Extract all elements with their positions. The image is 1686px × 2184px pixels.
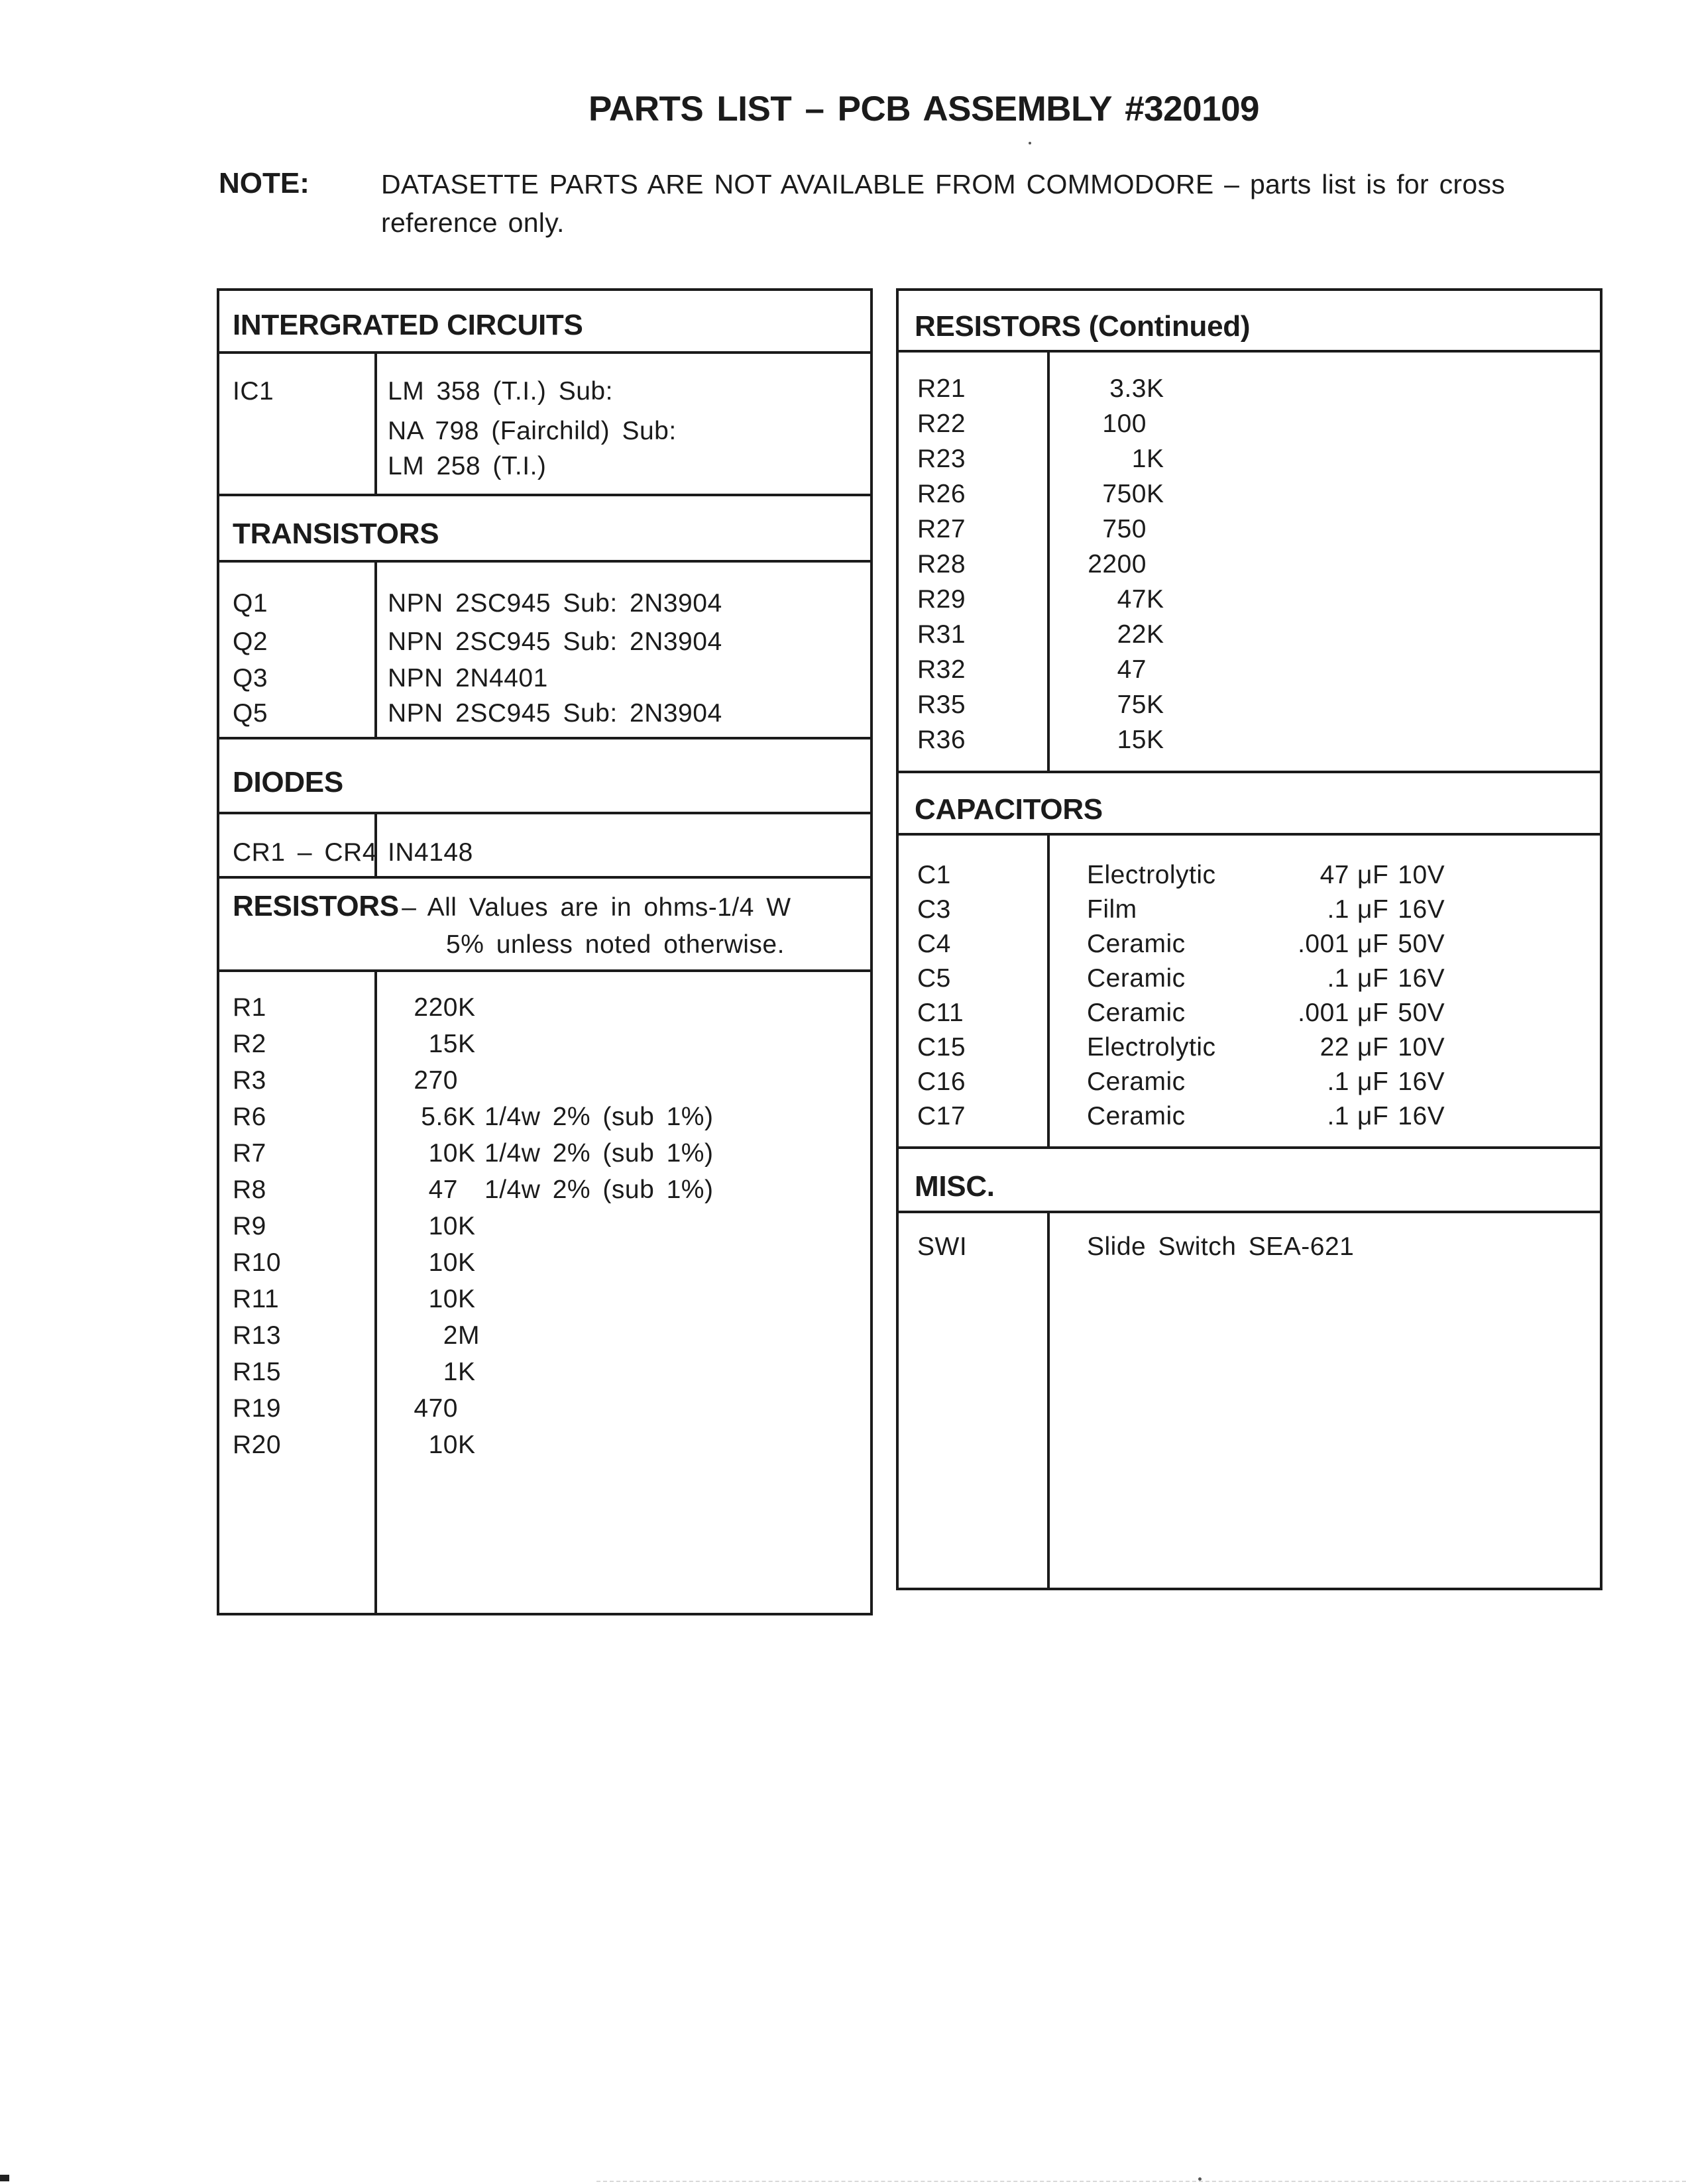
resistors-note-line-1: – All Values are in ohms-1/4 W <box>402 893 791 922</box>
note-line-2: reference only. <box>381 207 565 238</box>
column-divider <box>374 351 377 494</box>
part-ref: SWI <box>917 1232 968 1261</box>
part-ref: R11 <box>233 1285 280 1313</box>
part-ref: R32 <box>917 655 966 684</box>
part-value: 2M <box>443 1321 480 1350</box>
part-ref: R23 <box>917 445 966 473</box>
part-desc: LM 358 (T.I.) Sub: <box>388 377 613 406</box>
resistors-title: RESISTORS <box>233 890 399 922</box>
part-ref: R31 <box>917 620 966 649</box>
part-value: 75K <box>1117 690 1164 719</box>
divider-line <box>899 833 1600 836</box>
table-row <box>917 1069 1600 1095</box>
capacitor-type: Ceramic <box>1087 1067 1186 1096</box>
note-line-1: DATASETTE PARTS ARE NOT AVAILABLE FROM COMMODORE – parts list is for cross <box>381 169 1506 199</box>
divider-line <box>899 1146 1600 1149</box>
part-ref: R36 <box>917 726 966 754</box>
part-value: 270 <box>414 1066 458 1095</box>
part-value: 3.3K <box>1109 374 1164 403</box>
divider-line <box>219 737 870 739</box>
part-value: 100 <box>1102 410 1147 438</box>
part-value: 750K <box>1102 480 1164 508</box>
column-divider <box>374 969 377 1613</box>
section-header-resistors-continued: RESISTORS (Continued) <box>915 310 1251 343</box>
part-ref: R3 <box>233 1066 266 1095</box>
scan-artifact <box>596 2181 1686 2182</box>
part-value: 10K <box>428 1285 476 1313</box>
part-value: 15K <box>1117 726 1164 754</box>
part-ref: R35 <box>917 690 966 719</box>
part-ref: R26 <box>917 480 966 508</box>
divider-line <box>219 560 870 563</box>
part-value: 47 <box>1117 655 1147 684</box>
capacitor-type: Electrolytic <box>1087 861 1216 889</box>
part-ref: C15 <box>917 1033 966 1062</box>
part-value: 47K <box>1117 585 1164 614</box>
section-header-integrated-circuits: INTERGRATED CIRCUITS <box>233 309 583 341</box>
capacitor-type: Ceramic <box>1087 1102 1186 1130</box>
part-desc: NPN 2N4401 <box>388 664 548 692</box>
part-value: .001 μF 50V <box>1298 999 1445 1027</box>
section-header-diodes: DIODES <box>233 766 343 798</box>
part-ref: Q1 <box>233 589 268 618</box>
table-row <box>917 862 1600 888</box>
part-ref: R1 <box>233 993 266 1022</box>
part-ref: R20 <box>233 1431 282 1459</box>
part-value: 2200 <box>1088 550 1147 578</box>
part-value: 47 1/4w 2% (sub 1%) <box>428 1175 714 1204</box>
part-ref: R21 <box>917 374 966 403</box>
part-value: 1K <box>443 1358 476 1386</box>
part-value: 5.6K 1/4w 2% (sub 1%) <box>421 1103 714 1131</box>
part-value: .1 μF 16V <box>1327 1067 1445 1096</box>
part-ref: Q5 <box>233 699 268 728</box>
part-ref: R27 <box>917 515 966 543</box>
part-ref: R29 <box>917 585 966 614</box>
part-ref: R9 <box>233 1212 266 1240</box>
part-ref: R7 <box>233 1139 266 1168</box>
section-header-misc: MISC. <box>915 1170 995 1203</box>
section-header-resistors <box>233 891 791 966</box>
divider-line <box>899 771 1600 773</box>
part-desc: NPN 2SC945 Sub: 2N3904 <box>388 699 722 728</box>
part-ref: R2 <box>233 1030 266 1058</box>
section-header-capacitors: CAPACITORS <box>915 793 1103 826</box>
part-value: .1 μF 16V <box>1327 895 1445 924</box>
part-value: 22 μF 10V <box>1320 1033 1445 1062</box>
scan-artifact <box>1029 142 1031 144</box>
part-ref: C1 <box>917 861 951 889</box>
part-ref: C3 <box>917 895 951 924</box>
scan-artifact <box>0 2175 9 2181</box>
note-label: NOTE: <box>219 167 309 199</box>
table-row <box>917 1034 1600 1060</box>
part-value: 10K <box>428 1212 476 1240</box>
part-value: 10K 1/4w 2% (sub 1%) <box>428 1139 714 1168</box>
table-row <box>917 1000 1600 1026</box>
part-value: 1K <box>1131 445 1164 473</box>
part-ref: C17 <box>917 1102 966 1130</box>
right-parts-table <box>896 288 1602 1590</box>
capacitor-type: Film <box>1087 895 1137 924</box>
part-ref: R13 <box>233 1321 282 1350</box>
part-ref: Q2 <box>233 628 268 656</box>
part-ref: R15 <box>233 1358 282 1386</box>
capacitor-type: Ceramic <box>1087 964 1186 993</box>
table-row <box>917 931 1600 957</box>
part-value: 10K <box>428 1431 476 1459</box>
divider-line <box>899 350 1600 353</box>
divider-line <box>219 812 870 814</box>
column-divider <box>374 560 377 737</box>
divider-line <box>899 1211 1600 1213</box>
part-value: .1 μF 16V <box>1327 1102 1445 1130</box>
divider-line <box>219 494 870 496</box>
capacitor-type: Ceramic <box>1087 930 1186 958</box>
part-desc: LM 258 (T.I.) <box>388 452 547 480</box>
part-ref: C5 <box>917 964 951 993</box>
left-parts-table <box>217 288 873 1615</box>
part-desc: NA 798 (Fairchild) Sub: <box>388 417 677 445</box>
part-desc: NPN 2SC945 Sub: 2N3904 <box>388 589 722 618</box>
part-ref: Q3 <box>233 664 268 692</box>
part-ref: R6 <box>233 1103 266 1131</box>
part-value: 750 <box>1102 515 1147 543</box>
section-header-transistors: TRANSISTORS <box>233 518 439 550</box>
part-desc: NPN 2SC945 Sub: 2N3904 <box>388 628 722 656</box>
resistors-note-line-2: 5% unless noted otherwise. <box>446 930 785 959</box>
divider-line <box>219 969 870 972</box>
part-ref: C4 <box>917 930 951 958</box>
part-ref: R8 <box>233 1175 266 1204</box>
part-ref: R10 <box>233 1248 282 1277</box>
part-ref: R28 <box>917 550 966 578</box>
page-title: PARTS LIST – PCB ASSEMBLY #320109 <box>589 89 1260 129</box>
part-value: 220K <box>414 993 476 1022</box>
part-value: .1 μF 16V <box>1327 964 1445 993</box>
table-row <box>917 1103 1600 1129</box>
part-desc: IN4148 <box>388 838 473 867</box>
part-value: 22K <box>1117 620 1164 649</box>
capacitor-type: Electrolytic <box>1087 1033 1216 1062</box>
part-value: 10K <box>428 1248 476 1277</box>
part-ref: CR1 – CR4 <box>233 838 377 867</box>
part-ref: R19 <box>233 1394 282 1423</box>
part-value: 15K <box>428 1030 476 1058</box>
part-desc: Slide Switch SEA-621 <box>1087 1232 1355 1261</box>
table-row <box>917 965 1600 991</box>
part-ref: R22 <box>917 410 966 438</box>
part-value: 47 μF 10V <box>1320 861 1445 889</box>
part-value: .001 μF 50V <box>1298 930 1445 958</box>
part-ref: C16 <box>917 1067 966 1096</box>
column-divider <box>1047 1211 1050 1588</box>
column-divider <box>1047 350 1050 771</box>
divider-line <box>219 876 870 879</box>
capacitor-type: Ceramic <box>1087 999 1186 1027</box>
divider-line <box>219 351 870 354</box>
part-ref: IC1 <box>233 377 274 406</box>
table-row <box>917 897 1600 922</box>
part-value: 470 <box>414 1394 458 1423</box>
part-ref: C11 <box>917 999 964 1027</box>
